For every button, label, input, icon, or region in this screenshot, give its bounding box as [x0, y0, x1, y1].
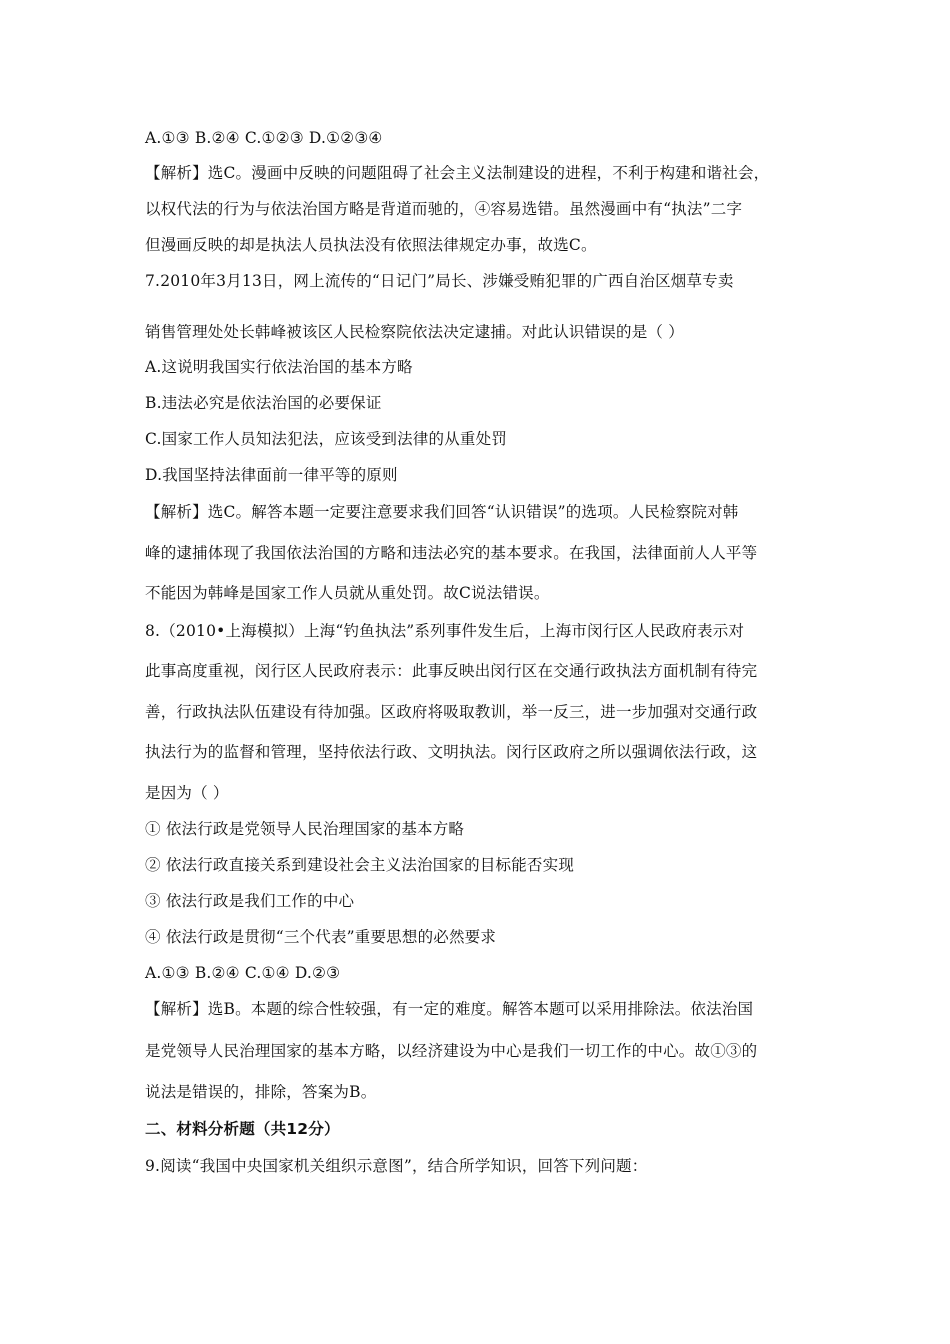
q8-statement-1: ① 依法行政是党领导人民治理国家的基本方略 [145, 820, 465, 838]
q8-statement-2: ② 依法行政直接关系到建设社会主义法治国家的目标能否实现 [145, 856, 575, 874]
q8-stem-line-1: 8.（2010•上海模拟）上海“钓鱼执法”系列事件发生后，上海市闵行区人民政府表示对 [145, 622, 745, 640]
q8-analysis-line-3: 说法是错误的，排除，答案为B。 [145, 1083, 377, 1101]
q8-stem-line-5: 是因为（ ） [145, 784, 229, 802]
q7-stem-line-2: 销售管理处处长韩峰被该区人民检察院依法决定逮捕。对此认识错误的是（ ） [145, 323, 684, 341]
q8-stem-line-2: 此事高度重视，闵行区人民政府表示：此事反映出闵行区在交通行政执法方面机制有待完 [145, 662, 758, 680]
q8-options: A.①③ B.②④ C.①④ D.②③ [145, 964, 341, 982]
q7-option-d: D.我国坚持法律面前一律平等的原则 [145, 466, 398, 484]
q7-option-a: A.这说明我国实行依法治国的基本方略 [145, 358, 413, 376]
q6-analysis-line-1: 【解析】选C。漫画中反映的问题阻碍了社会主义法制建设的进程，不利于构建和谐社会， [145, 164, 770, 182]
q8-analysis-line-1: 【解析】选B。本题的综合性较强，有一定的难度。解答本题可以采用排除法。依法治国 [145, 1000, 754, 1018]
q7-analysis-line-3: 不能因为韩峰是国家工作人员就从重处罚。故C说法错误。 [145, 584, 550, 602]
q8-stem-line-4: 执法行为的监督和管理，坚持依法行政、文明执法。闵行区政府之所以强调依法行政，这 [145, 743, 758, 761]
q8-statement-4: ④ 依法行政是贯彻“三个代表”重要思想的必然要求 [145, 928, 497, 946]
q6-options: A.①③ B.②④ C.①②③ D.①②③④ [145, 129, 383, 147]
q7-option-b: B.违法必究是依法治国的必要保证 [145, 394, 382, 412]
q9-stem: 9.阅读“我国中央国家机关组织示意图”，结合所学知识，回答下列问题： [145, 1157, 648, 1175]
q7-analysis-line-1: 【解析】选C。解答本题一定要注意要求我们回答“认识错误”的选项。人民检察院对韩 [145, 503, 739, 521]
q8-analysis-line-2: 是党领导人民治理国家的基本方略，以经济建设为中心是我们一切工作的中心。故①③的 [145, 1042, 758, 1060]
q7-analysis-line-2: 峰的逮捕体现了我国依法治国的方略和违法必究的基本要求。在我国，法律面前人人平等 [145, 544, 758, 562]
q7-option-c: C.国家工作人员知法犯法，应该受到法律的从重处罚 [145, 430, 508, 448]
q6-analysis-line-3: 但漫画反映的却是执法人员执法没有依照法律规定办事，故选C。 [145, 236, 597, 254]
q7-stem-line-1: 7.2010年3月13日，网上流传的“日记门”局长、涉嫌受贿犯罪的广西自治区烟草专卖 [145, 272, 734, 290]
q6-analysis-line-2: 以权代法的行为与依法治国方略是背道而驰的，④容易选错。虽然漫画中有“执法”二字 [145, 200, 743, 218]
section-heading: 二、材料分析题（共12分） [145, 1120, 340, 1138]
q8-stem-line-3: 善，行政执法队伍建设有待加强。区政府将吸取教训，举一反三，进一步加强对交通行政 [145, 703, 758, 721]
q8-statement-3: ③ 依法行政是我们工作的中心 [145, 892, 355, 910]
